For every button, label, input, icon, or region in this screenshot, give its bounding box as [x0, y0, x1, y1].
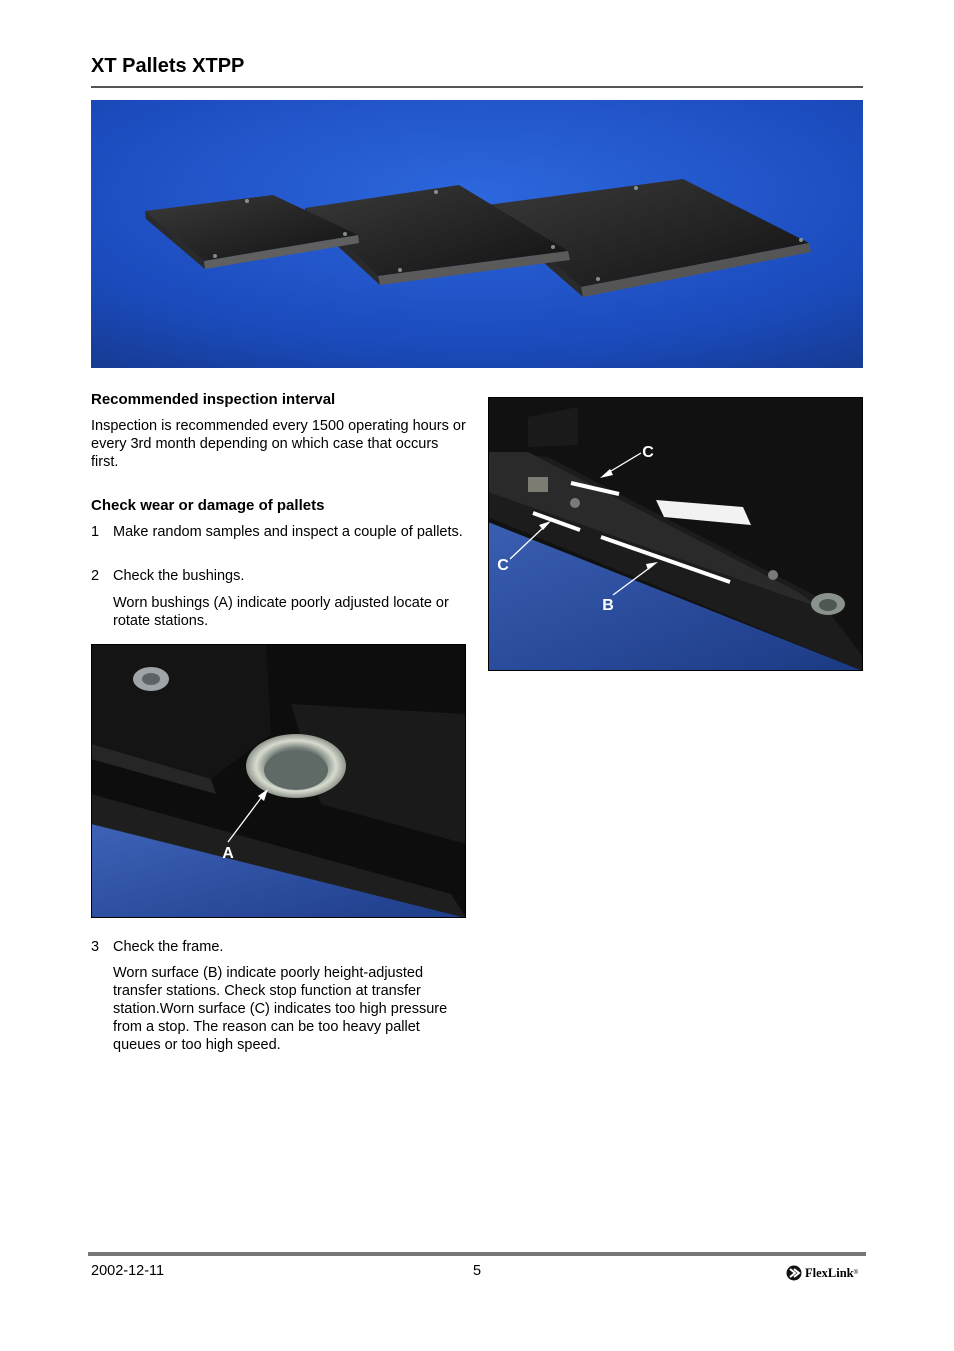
footer-divider [88, 1252, 866, 1256]
label-a: A [222, 845, 234, 862]
step-note: Worn bushings (A) indicate poorly adjusted locate or rotate stations. [113, 595, 449, 629]
step-number: 3 [91, 939, 100, 955]
step-number: 1 [91, 524, 100, 540]
label-c-top: C [642, 444, 654, 461]
title-divider [91, 86, 863, 88]
frame-wear-photo [488, 397, 863, 671]
step-note: Worn surface (B) indicate poorly height-adjusted transfer stations. Check stop function at transfer station.Worn surface (C) indicates too high pressure from a stop. The reason can be too heavy pallet queues or too high speed. [113, 965, 448, 1053]
flexlink-logo-icon [786, 1265, 802, 1281]
inspection-interval-heading: Recommended inspection interval [91, 391, 336, 408]
inspection-interval-text: Inspection is recommended every 1500 operating hours or every 3rd month depending on which case that occurs first. [91, 418, 466, 470]
flexlink-logo-text: FlexLink [805, 1265, 854, 1280]
bushing-photo [91, 644, 466, 918]
pallets-photo [91, 100, 863, 368]
flexlink-logo [786, 1263, 858, 1283]
step-text: Check the frame. [113, 939, 224, 955]
page-title: XT Pallets XTPP [91, 55, 245, 77]
check-wear-heading: Check wear or damage of pallets [91, 497, 325, 514]
page-number: 5 [473, 1263, 482, 1279]
label-b: B [602, 597, 614, 614]
step-text: Make random samples and inspect a couple of pallets. [113, 524, 463, 540]
step-text: Check the bushings. [113, 568, 245, 584]
footer-date: 2002-12-11 [91, 1263, 165, 1279]
step-number: 2 [91, 568, 100, 584]
label-c-left: C [497, 557, 509, 574]
registered-mark: ® [853, 1270, 859, 1276]
